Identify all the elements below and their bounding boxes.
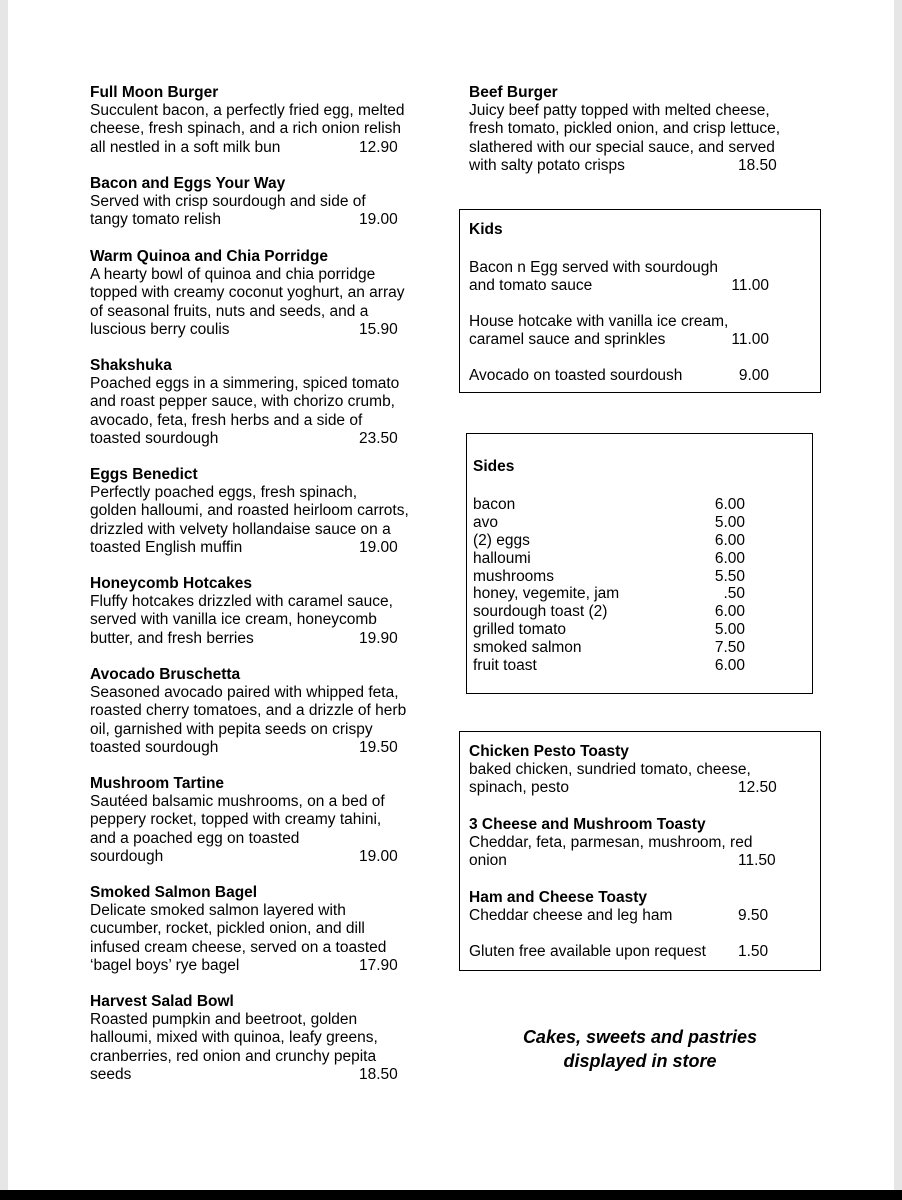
toasty-item [469,743,809,798]
side-name: halloumi [473,549,531,567]
side-name: fruit toast [473,657,537,675]
item-desc-line: sourdough [90,847,164,865]
item-desc-line: ‘bagel boys’ rye bagel [90,956,240,974]
item-desc-line: A hearty bowl of quinoa and chia porridge [90,266,376,284]
side-price: 5.00 [714,621,745,639]
side-name: (2) eggs [473,531,530,549]
item-name: Full Moon Burger [90,84,219,101]
item-desc-line: Avocado on toasted sourdoush [469,367,683,384]
item-name: Ham and Cheese Toasty [469,889,648,906]
item-desc-line: oil, garnished with pepita seeds on crispy [90,720,373,738]
item-desc-line: Sautéed balsamic mushrooms, on a bed of [90,793,385,811]
menu-item-beef-burger [469,84,829,175]
menu-item [90,357,399,448]
item-desc-line: Seasoned avocado paired with whipped feta, [90,684,399,702]
item-desc-line: baked chicken, sundried tomato, cheese, [469,761,751,779]
item-desc-line: Juicy beef patty topped with melted cheese, [469,102,770,120]
side-row [473,621,777,639]
item-desc-line: tangy tomato relish [90,211,221,229]
item-desc-line: Cheddar cheese and leg ham [469,907,673,925]
item-name: Beef Burger [469,84,558,101]
item-desc-line: infused cream cheese, served on a toasted [90,938,387,956]
menu-item [90,466,409,557]
menu-item [90,175,398,230]
side-price: 6.00 [714,531,745,549]
item-desc-line: Cheddar, feta, parmesan, mushroom, red [469,834,753,852]
item-price: 18.50 [738,156,777,174]
item-desc-line: Perfectly poached eggs, fresh spinach, [90,484,358,502]
item-name: Chicken Pesto Toasty [469,743,629,760]
item-name: Harvest Salad Bowl [90,993,234,1010]
item-price: 17.90 [359,956,398,974]
cakes-note-line: displayed in store [563,1051,717,1071]
kids-item [469,259,809,295]
item-desc-line: cucumber, rocket, pickled onion, and dill [90,920,365,938]
item-desc-line: luscious berry coulis [90,320,230,338]
item-price: 19.00 [359,847,398,865]
item-price: 23.50 [359,429,398,447]
side-row [473,514,777,532]
item-price: 19.90 [359,629,398,647]
item-price: 12.50 [738,779,777,797]
item-name: Warm Quinoa and Chia Porridge [90,248,328,265]
side-price: 7.50 [714,639,745,657]
item-desc-line: Served with crisp sourdough and side of [90,193,366,211]
item-desc-line: seeds [90,1065,132,1083]
page-edge-right [894,0,902,1200]
item-desc-line: cranberries, red onion and crunchy pepita [90,1047,377,1065]
menu-item [90,575,398,648]
item-price: 9.50 [738,907,769,925]
page-edge-left [0,0,8,1200]
side-row [473,639,777,657]
item-desc-line: onion [469,852,507,870]
item-desc-line: golden halloumi, and roasted heirloom carrots, [90,502,409,520]
item-price: 1.50 [738,943,769,960]
side-name: sourdough toast (2) [473,603,608,621]
item-desc-line: toasted English muffin [90,538,243,556]
item-desc-line: Bacon n Egg served with sourdough [469,259,719,276]
item-desc-line: House hotcake with vanilla ice cream, [469,313,729,330]
item-desc-line: and roast pepper sauce, with chorizo crumb, [90,393,395,411]
item-price: 19.00 [359,538,398,556]
item-desc-line: with salty potato crisps [469,156,625,174]
item-price: 9.00 [738,367,769,384]
side-row [473,585,777,603]
item-desc-line: butter, and fresh berries [90,629,254,647]
item-desc-line: slathered with our special sauce, and served [469,138,775,156]
item-desc-line: Succulent bacon, a perfectly fried egg, melted [90,102,405,120]
item-desc-line: Poached eggs in a simmering, spiced tomato [90,375,400,393]
toasty-item [469,816,809,871]
side-row [473,603,777,621]
side-price: 5.00 [714,513,745,531]
item-desc-line: served with vanilla ice cream, honeycomb [90,611,377,629]
menu-item [90,884,398,975]
menu-item [90,248,404,339]
item-desc-line: all nestled in a soft milk bun [90,138,281,156]
side-row [473,496,777,514]
item-desc-line: fresh tomato, pickled onion, and crisp lettuce, [469,120,781,138]
item-price: 18.50 [359,1065,398,1083]
item-desc-line: peppery rocket, topped with creamy tahini, [90,811,382,829]
item-desc-line: toasted sourdough [90,738,219,756]
menu-item [90,666,406,757]
kids-item [469,313,809,349]
item-price: 12.90 [359,138,398,156]
item-price: 11.00 [731,277,769,295]
item-desc-line: caramel sauce and sprinkles [469,331,666,349]
side-price: .50 [723,585,745,603]
side-name: avo [473,513,498,531]
side-name: bacon [473,496,516,513]
item-desc-line: of seasonal fruits, nuts and seeds, and a [90,302,369,320]
item-desc-line: roasted cherry tomatoes, and a drizzle of herb [90,702,407,720]
item-desc-line: Roasted pumpkin and beetroot, golden [90,1011,358,1029]
item-desc-line: Fluffy hotcakes drizzled with caramel sauce, [90,593,393,611]
item-name: Mushroom Tartine [90,775,225,792]
bottom-bar [0,1190,902,1200]
item-name: Eggs Benedict [90,466,198,483]
item-price: 11.00 [731,331,769,349]
toasties-menu-box [459,731,821,971]
item-price: 19.00 [359,211,398,229]
side-row [473,532,777,550]
sides-title: Sides [473,458,515,475]
side-price: 6.00 [714,549,745,567]
sides-menu-box [466,433,813,694]
item-desc-line: toasted sourdough [90,429,219,447]
item-name: Avocado Bruschetta [90,666,241,683]
item-name: Shakshuka [90,357,172,374]
item-desc-line: Delicate smoked salmon layered with [90,902,346,920]
sides-list [473,496,777,675]
item-desc-line: Gluten free available upon request [469,943,706,960]
side-price: 6.00 [714,603,745,621]
side-name: grilled tomato [473,621,567,639]
side-price: 6.00 [714,496,745,513]
item-name: Honeycomb Hotcakes [90,575,252,592]
side-name: honey, vegemite, jam [473,585,620,603]
kids-menu-box [459,209,821,393]
item-desc-line: topped with creamy coconut yoghurt, an array [90,284,405,302]
gluten-free-note [469,943,809,961]
side-price: 5.50 [714,567,745,585]
item-desc-line: cheese, fresh spinach, and a rich onion relish [90,120,402,138]
menu-item [90,993,398,1084]
item-price: 11.50 [738,852,776,870]
menu-item [90,775,398,866]
side-row [473,657,777,675]
side-price: 6.00 [714,657,745,675]
cakes-note [460,1025,820,1073]
item-desc-line: and tomato sauce [469,277,593,295]
item-price: 19.50 [359,738,398,756]
item-name: 3 Cheese and Mushroom Toasty [469,816,706,833]
side-name: smoked salmon [473,639,582,657]
kids-title: Kids [469,221,503,238]
side-name: mushrooms [473,567,554,585]
side-row [473,568,777,586]
item-desc-line: spinach, pesto [469,779,569,797]
menu-item [90,84,405,157]
item-name: Bacon and Eggs Your Way [90,175,286,192]
item-desc-line: drizzled with velvety hollandaise sauce on a [90,520,391,538]
item-desc-line: avocado, feta, fresh herbs and a side of [90,411,363,429]
toasty-item [469,889,809,925]
item-desc-line: and a poached egg on toasted [90,829,300,847]
kids-item [469,367,809,385]
item-price: 15.90 [359,320,398,338]
item-desc-line: halloumi, mixed with quinoa, leafy greens, [90,1029,378,1047]
item-name: Smoked Salmon Bagel [90,884,258,901]
side-row [473,550,777,568]
cakes-note-line: Cakes, sweets and pastries [522,1027,758,1047]
